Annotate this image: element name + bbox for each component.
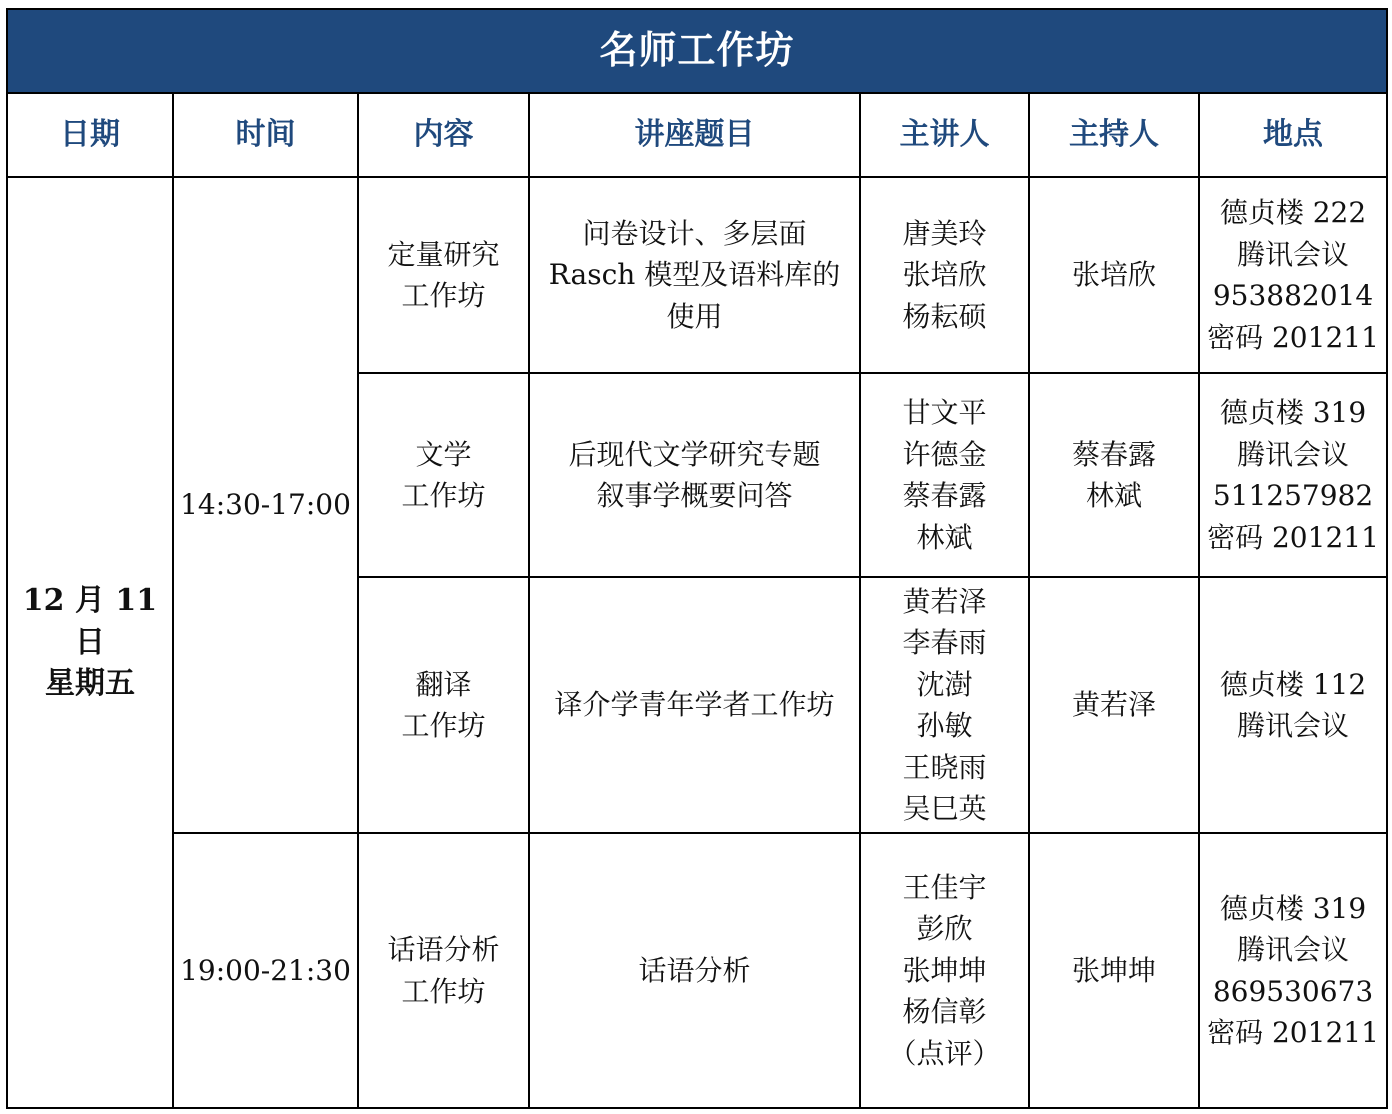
time-cell bbox=[173, 177, 358, 833]
content-line: 定量研究 bbox=[387, 237, 500, 271]
host-name: 林斌 bbox=[1085, 479, 1142, 512]
speaker-name: 李春雨 bbox=[902, 626, 987, 659]
header-time: 时间 bbox=[173, 93, 358, 177]
speaker-name: 孙敏 bbox=[916, 709, 973, 742]
date-line: 12 月 11 bbox=[22, 583, 158, 619]
content-cell bbox=[358, 373, 529, 577]
location-line: 德贞楼 112 bbox=[1219, 667, 1367, 701]
location-cell bbox=[1199, 577, 1387, 833]
topic-cell bbox=[529, 577, 860, 833]
topic-line: 译介学青年学者工作坊 bbox=[554, 688, 835, 722]
location-line: 腾讯会议 bbox=[1236, 437, 1349, 471]
content-line: 话语分析 bbox=[387, 933, 500, 966]
topic-cell bbox=[529, 373, 860, 577]
topic-line: 叙事学概要问答 bbox=[596, 479, 793, 512]
time-slot: 19:00-21:30 bbox=[180, 953, 351, 987]
meeting-password: 密码 201211 bbox=[1207, 520, 1379, 554]
header-speaker: 主讲人 bbox=[860, 93, 1029, 177]
speaker-name: 唐美玲 bbox=[902, 216, 987, 250]
topic-line: Rasch 模型及语料库的 bbox=[548, 258, 841, 292]
time-slot: 14:30-17:00 bbox=[180, 488, 351, 522]
date-line: 日 bbox=[75, 624, 105, 660]
location-cell bbox=[1199, 833, 1387, 1108]
content-line: 文学 bbox=[415, 437, 472, 471]
meeting-id: 511257982 bbox=[1212, 479, 1374, 512]
speaker-name: 吴巳英 bbox=[902, 792, 987, 825]
table-row bbox=[7, 833, 1387, 1108]
location-line: 腾讯会议 bbox=[1236, 237, 1349, 271]
topic-line: 话语分析 bbox=[638, 953, 751, 987]
speaker-cell bbox=[860, 177, 1029, 373]
host-cell bbox=[1029, 833, 1199, 1108]
speaker-cell bbox=[860, 373, 1029, 577]
table-title: 名师工作坊 bbox=[7, 9, 1387, 93]
speaker-name: 王晓雨 bbox=[902, 750, 987, 784]
speaker-name: 沈澍 bbox=[916, 667, 973, 701]
content-line: 工作坊 bbox=[401, 279, 486, 312]
header-date: 日期 bbox=[7, 93, 173, 177]
meeting-id: 953882014 bbox=[1212, 279, 1374, 312]
location-line: 腾讯会议 bbox=[1236, 933, 1349, 966]
topic-cell bbox=[529, 833, 860, 1108]
location-cell bbox=[1199, 177, 1387, 373]
date-cell bbox=[7, 177, 173, 1108]
speaker-cell bbox=[860, 833, 1029, 1108]
content-line: 工作坊 bbox=[401, 974, 486, 1008]
workshop-schedule-table bbox=[6, 8, 1388, 1109]
meeting-password: 密码 201211 bbox=[1207, 320, 1379, 354]
host-name: 张培欣 bbox=[1071, 258, 1156, 292]
header-topic: 讲座题目 bbox=[529, 93, 860, 177]
content-cell bbox=[358, 577, 529, 833]
weekday: 星期五 bbox=[45, 666, 135, 702]
speaker-name: 张培欣 bbox=[902, 258, 987, 292]
location-line: 德贞楼 319 bbox=[1219, 396, 1367, 429]
speaker-name: 杨信彰 bbox=[902, 995, 987, 1029]
speaker-name: 彭欣 bbox=[916, 912, 973, 946]
host-cell bbox=[1029, 577, 1199, 833]
host-cell bbox=[1029, 373, 1199, 577]
speaker-name: 张坤坤 bbox=[902, 953, 987, 987]
speaker-name: 王佳宇 bbox=[902, 870, 987, 904]
host-name: 张坤坤 bbox=[1071, 953, 1156, 987]
host-name: 黄若泽 bbox=[1071, 688, 1156, 722]
location-line: 德贞楼 319 bbox=[1219, 891, 1367, 925]
topic-line: 使用 bbox=[666, 299, 723, 333]
content-cell bbox=[358, 833, 529, 1108]
topic-cell bbox=[529, 177, 860, 373]
speaker-note: （点评） bbox=[888, 1036, 1001, 1070]
host-cell bbox=[1029, 177, 1199, 373]
header-host: 主持人 bbox=[1029, 93, 1199, 177]
topic-line: 后现代文学研究专题 bbox=[568, 437, 821, 471]
speaker-name: 蔡春露 bbox=[902, 479, 987, 512]
speaker-cell bbox=[860, 577, 1029, 833]
speaker-name: 林斌 bbox=[916, 520, 973, 554]
speaker-name: 黄若泽 bbox=[902, 584, 987, 618]
topic-line: 问卷设计、多层面 bbox=[582, 216, 807, 250]
speaker-name: 许德金 bbox=[902, 437, 987, 471]
speaker-name: 杨耘硕 bbox=[902, 299, 987, 333]
header-location: 地点 bbox=[1199, 93, 1387, 177]
meeting-password: 密码 201211 bbox=[1207, 1016, 1379, 1049]
speaker-name: 甘文平 bbox=[902, 396, 987, 429]
header-content: 内容 bbox=[358, 93, 529, 177]
content-line: 翻译 bbox=[415, 667, 472, 701]
meeting-id: 869530673 bbox=[1212, 974, 1374, 1008]
table-row bbox=[7, 177, 1387, 373]
location-cell bbox=[1199, 373, 1387, 577]
content-line: 工作坊 bbox=[401, 709, 486, 742]
location-line: 腾讯会议 bbox=[1236, 709, 1349, 742]
host-name: 蔡春露 bbox=[1071, 437, 1156, 471]
content-cell bbox=[358, 177, 529, 373]
time-cell bbox=[173, 833, 358, 1108]
content-line: 工作坊 bbox=[401, 479, 486, 512]
location-line: 德贞楼 222 bbox=[1219, 196, 1367, 229]
